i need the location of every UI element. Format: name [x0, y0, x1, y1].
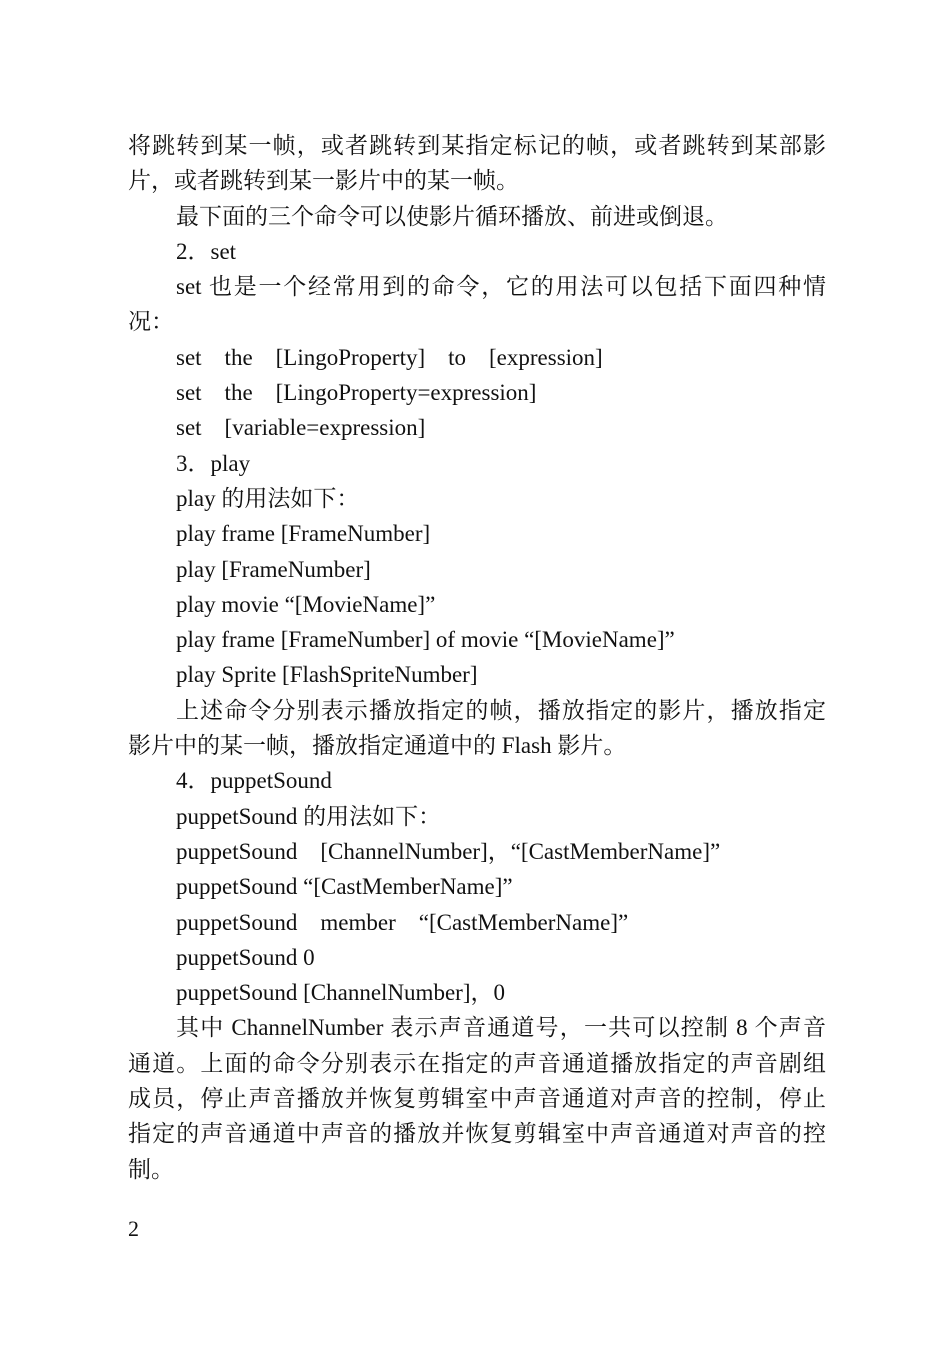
text-line: 成员，停止声音播放并恢复剪辑室中声音通道对声音的控制，停止: [128, 1086, 826, 1112]
body-text: [128, 128, 826, 1187]
text-line: 指定的声音通道中声音的播放并恢复剪辑室中声音通道对声音的控: [128, 1121, 826, 1147]
code-line: play frame [FrameNumber]: [176, 521, 431, 547]
section-heading-puppetsound: 4．puppetSound: [176, 768, 332, 794]
code-line: set the [LingoProperty=expression]: [176, 380, 537, 406]
text-line: 将跳转到某一帧，或者跳转到某指定标记的帧，或者跳转到某部影: [128, 133, 826, 158]
text-line: 其中 ChannelNumber 表示声音通道号，一共可以控制 8 个声音: [176, 1015, 826, 1041]
text-line: 通道。上面的命令分别表示在指定的声音通道播放指定的声音剧组: [128, 1050, 826, 1076]
text-line: play 的用法如下：: [176, 485, 360, 511]
code-line: puppetSound “[CastMemberName]”: [176, 874, 513, 900]
text-line: set 也是一个经常用到的命令，它的用法可以包括下面四种情: [176, 274, 826, 300]
text-line: 影片中的某一帧，播放指定通道中的 Flash 影片。: [128, 733, 627, 759]
text-line: 制。: [128, 1156, 174, 1182]
code-line: puppetSound 0: [176, 944, 315, 970]
text-line: 最下面的三个命令可以使影片循环播放、前进或倒退。: [176, 203, 728, 229]
code-line: play movie “[MovieName]”: [176, 591, 436, 617]
code-line: play Sprite [FlashSpriteNumber]: [176, 662, 478, 688]
code-line: set [variable=expression]: [176, 415, 426, 441]
section-heading-set: 2．set: [176, 238, 237, 264]
page-number: 2: [128, 1216, 139, 1241]
code-line: puppetSound [ChannelNumber]，0: [176, 980, 505, 1006]
text-line: 片，或者跳转到某一影片中的某一帧。: [128, 168, 519, 194]
text-line: 况：: [128, 309, 174, 335]
code-line: play [FrameNumber]: [176, 556, 371, 582]
text-line: 上述命令分别表示播放指定的帧，播放指定的影片，播放指定: [176, 697, 826, 723]
code-line: puppetSound [ChannelNumber]，“[CastMemberName]”: [176, 838, 721, 864]
code-line: play frame [FrameNumber] of movie “[MovieName]”: [176, 627, 675, 653]
section-heading-play: 3．play: [176, 450, 251, 476]
text-line: puppetSound 的用法如下：: [176, 803, 442, 829]
code-line: set the [LingoProperty] to [expression]: [176, 344, 603, 370]
code-line: puppetSound member “[CastMemberName]”: [176, 909, 629, 935]
